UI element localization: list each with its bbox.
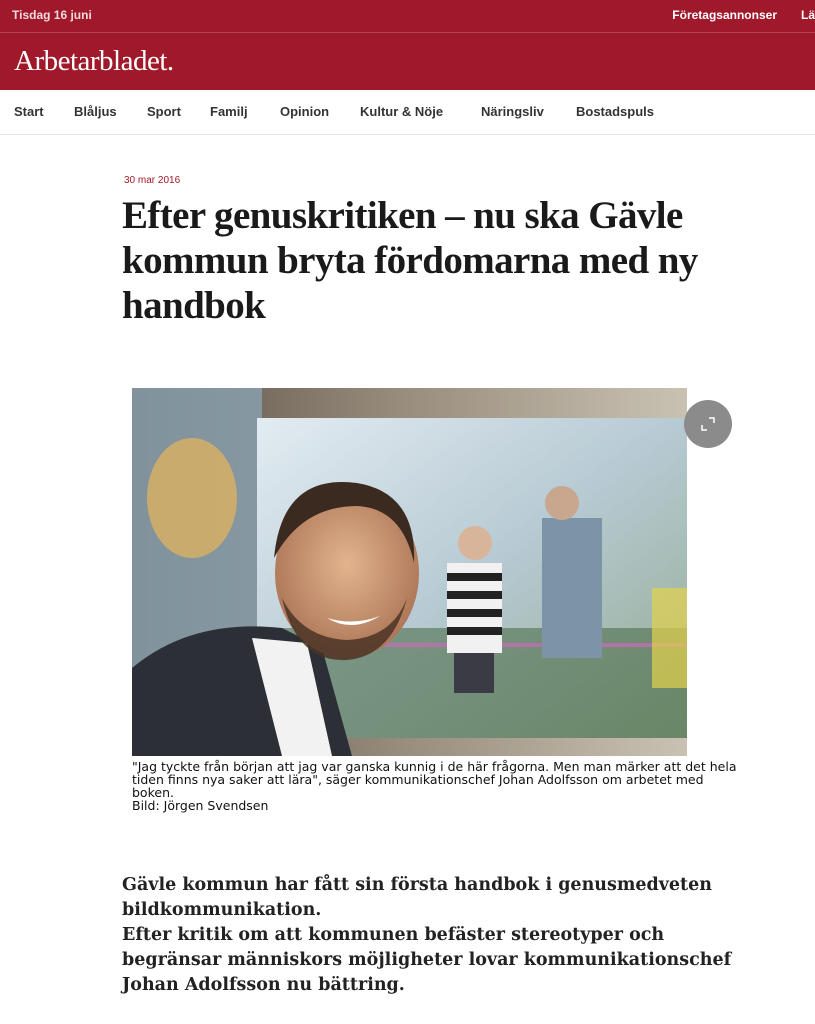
article-lead bbox=[122, 873, 762, 998]
caption-text: "Jag tyckte från början att jag var ganska kunnig i de här frågorna. Men man märker att det hela tiden finns nya saker att lära", säger kommunikationschef Johan Adolfsson om arbetet med boken. bbox=[132, 759, 737, 800]
article-photo[interactable] bbox=[132, 388, 687, 756]
photo-credit: Bild: Jörgen Svendsen bbox=[132, 798, 269, 813]
nav-item-bostadspuls[interactable]: Bostadspuls bbox=[576, 104, 655, 119]
nav-item-blaljus[interactable]: Blåljus bbox=[74, 104, 117, 119]
expand-icon bbox=[698, 414, 718, 434]
site-logo[interactable]: Arbetarbladet. bbox=[14, 45, 174, 77]
lead-paragraph: Gävle kommun har fått sin första handbok i genusmedveten bildkommunikation. bbox=[122, 875, 712, 920]
article-headline: Efter genuskritiken – nu ska Gävle kommun bryta fördomarna med ny handbok bbox=[122, 194, 698, 327]
expand-image-button[interactable] bbox=[684, 400, 732, 448]
nav-item-opinion[interactable]: Opinion bbox=[280, 104, 330, 119]
lead-paragraph: Efter kritik om att kommunen befäster stereotyper och begränsar människors möjligheter lovar kommunikationschef Johan Adolfsson nu bättring. bbox=[122, 925, 732, 995]
nav-item-familj[interactable]: Familj bbox=[210, 104, 248, 119]
more-link[interactable]: Lä bbox=[801, 8, 815, 22]
nav-item-start[interactable]: Start bbox=[14, 104, 44, 119]
top-bar bbox=[0, 0, 815, 32]
image-caption bbox=[132, 760, 747, 812]
company-ads-link[interactable]: Företagsannonser bbox=[672, 8, 777, 22]
nav-item-naringsliv[interactable]: Näringsliv bbox=[481, 104, 544, 119]
nav-item-sport[interactable]: Sport bbox=[147, 104, 181, 119]
nav-item-kultur-noje[interactable]: Kultur & Nöje bbox=[360, 104, 444, 119]
main-nav bbox=[0, 90, 815, 135]
article-date: 30 mar 2016 bbox=[124, 175, 181, 186]
brand-bar bbox=[0, 32, 815, 91]
photo-illustration bbox=[132, 388, 687, 756]
current-date: Tisdag 16 juni bbox=[12, 8, 92, 22]
